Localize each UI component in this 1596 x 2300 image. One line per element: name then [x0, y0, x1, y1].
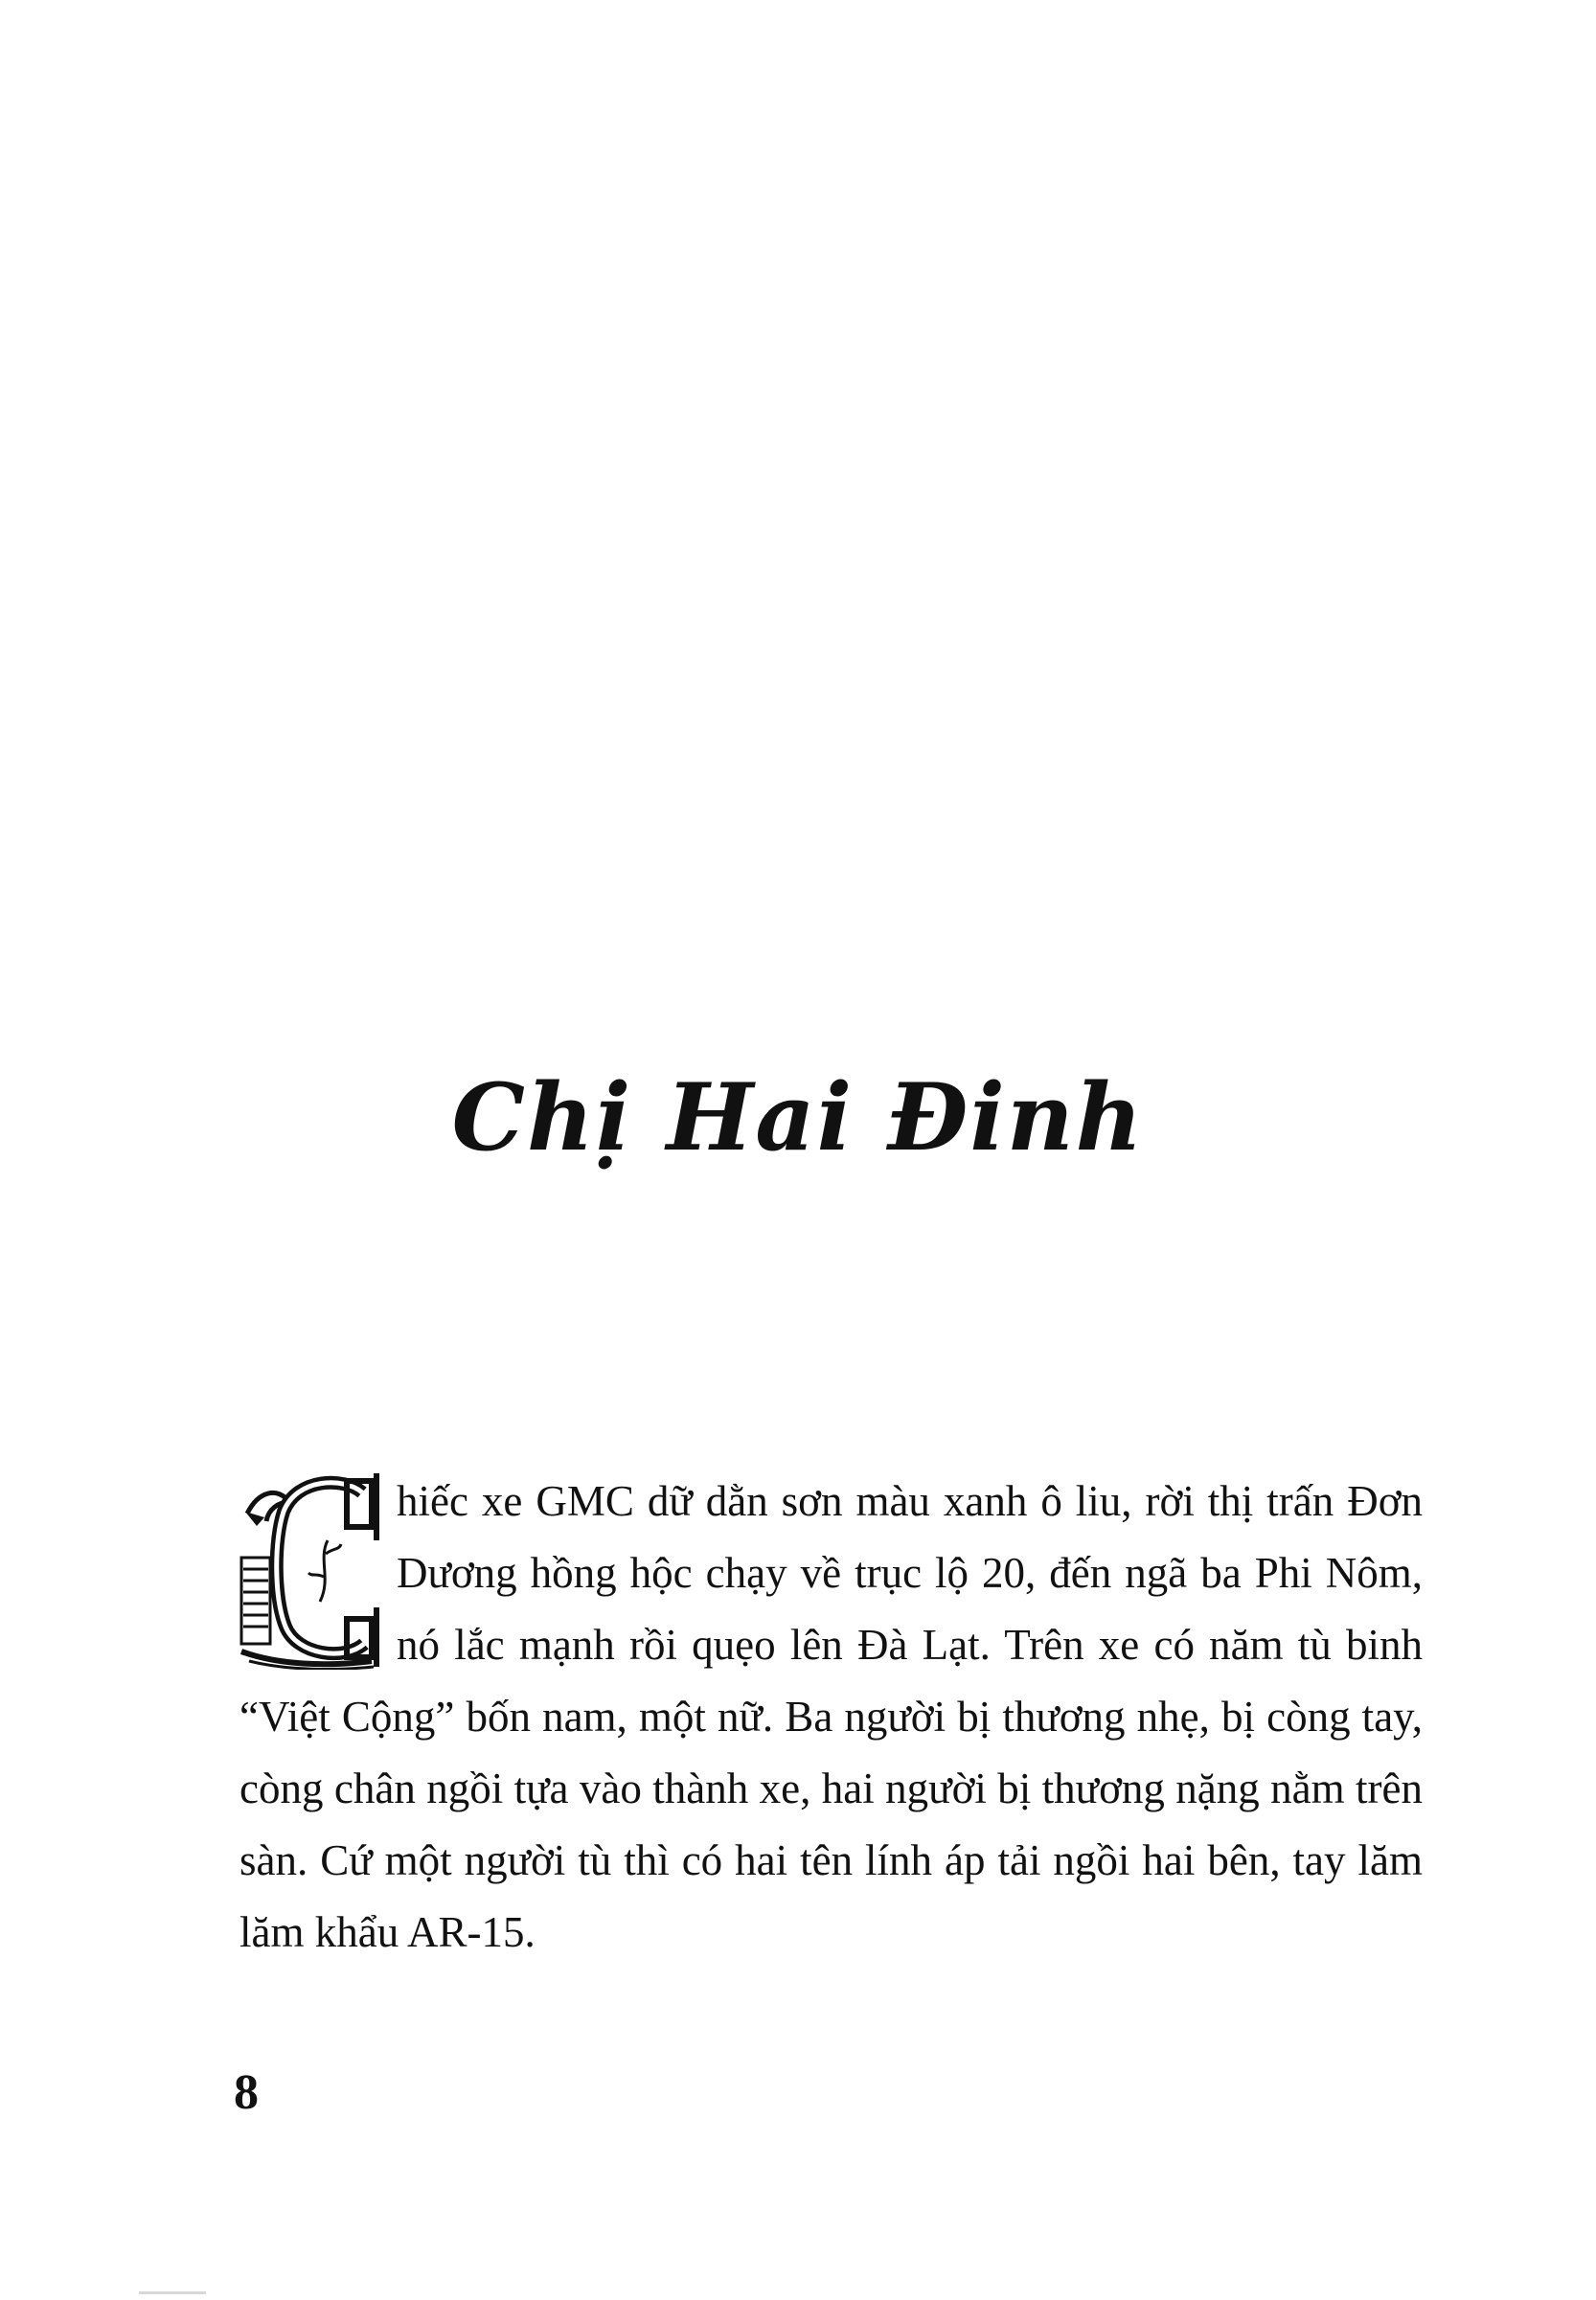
body-text — [239, 1466, 1423, 1969]
page-number: 8 — [234, 2065, 259, 2120]
scan-edge-mark — [139, 2291, 206, 2294]
chapter-title: Chị Hai Đinh — [451, 1063, 1145, 1172]
chapter-paragraph: hiếc xe GMC dữ dằn sơn màu xanh ô liu, rời thị trấn Đơn Dương hồng hộc chạy về trục lộ 20, đến ngã ba Phi Nôm, nó lắc mạnh rồi quẹo lên Đà Lạt. Trên xe có năm tù binh “Việt Cộng” bốn nam, một nữ. Ba người bị thương nhẹ, bị còng tay, còng chân ngồi tựa vào thành xe, hai người bị thương nặng nằm trên sàn. Cứ một người tù thì có hai tên lính áp tải ngồi hai bên, tay lăm lăm khẩu AR-15. — [239, 1477, 1423, 1956]
drop-cap — [239, 1473, 383, 1670]
